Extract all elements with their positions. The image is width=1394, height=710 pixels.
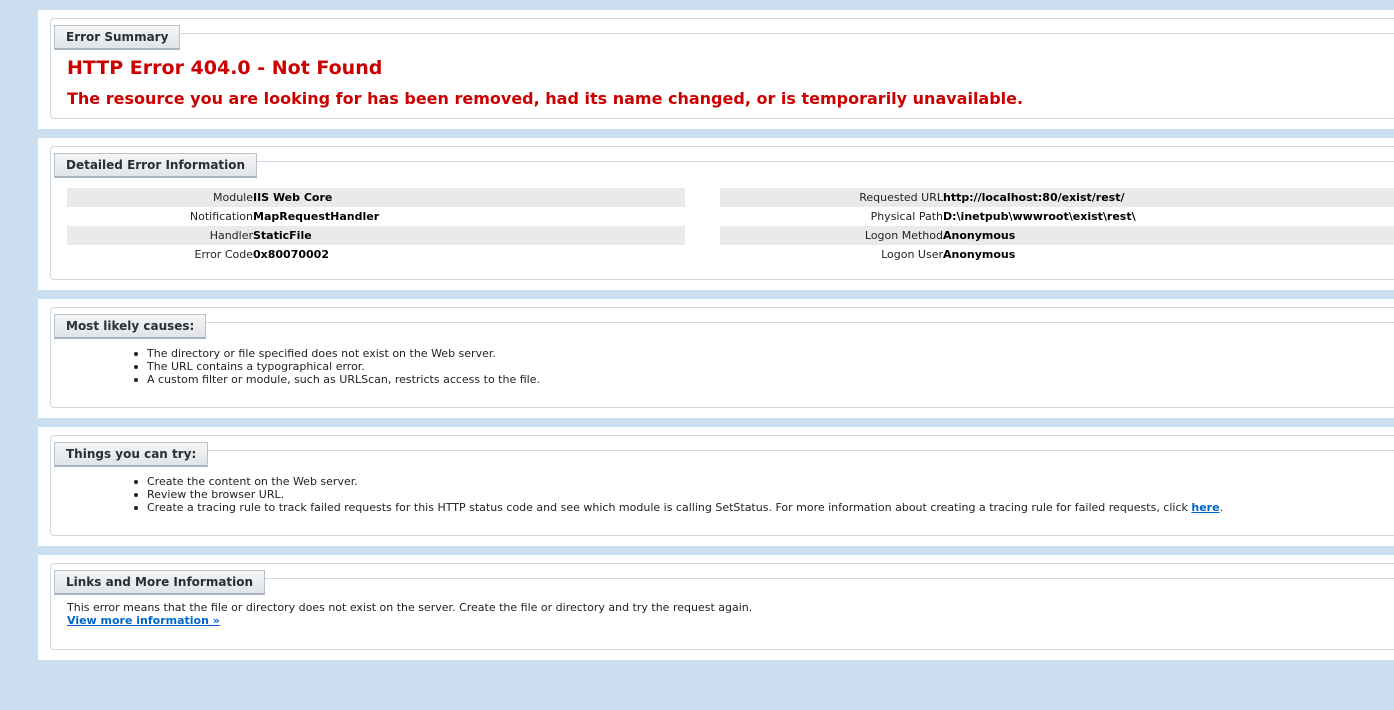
detail-value: StaticFile <box>253 229 312 242</box>
detail-value: 0x80070002 <box>253 248 329 261</box>
detail-label: Handler <box>209 229 253 242</box>
try-text: Create the content on the Web server. <box>147 475 358 488</box>
cause-text: A custom filter or module, such as URLScan, restricts access to the file. <box>147 373 540 386</box>
list-item <box>147 501 1223 514</box>
more-info-text: This error means that the file or directory does not exist on the server. Create the file or directory and try the request again. <box>67 601 753 614</box>
tab-rule <box>262 578 1394 579</box>
more-info-link-row <box>67 614 220 627</box>
list-item <box>147 373 540 386</box>
try-text-suffix: . <box>1219 501 1224 514</box>
detail-row-module <box>67 188 685 207</box>
detail-value: MapRequestHandler <box>253 210 380 223</box>
detail-row-logon-method <box>720 226 1394 245</box>
detail-value: D:\inetpub\wwwroot\exist\rest\ <box>943 210 1136 223</box>
try-panel <box>38 427 1394 546</box>
causes-heading: Most likely causes: <box>54 314 206 339</box>
list-item <box>147 360 540 373</box>
detail-value: Anonymous <box>943 248 1016 261</box>
error-summary-panel <box>38 10 1394 129</box>
top-strip <box>0 0 1394 10</box>
bullet-icon <box>134 365 138 369</box>
detail-label: Error Code <box>194 248 253 261</box>
detail-label: Module <box>213 191 253 204</box>
detail-label: Physical Path <box>870 210 943 223</box>
detail-value: http://localhost:80/exist/rest/ <box>943 191 1125 204</box>
detail-row-error-code <box>67 245 685 264</box>
error-summary-heading: Error Summary <box>54 25 180 50</box>
here-link[interactable]: here <box>1191 501 1220 514</box>
error-description: The resource you are looking for has been removed, had its name changed, or is temporarily unavailable. <box>67 89 1024 108</box>
detail-row-handler <box>67 226 685 245</box>
detail-label: Logon Method <box>864 229 943 242</box>
tab-rule <box>207 450 1394 451</box>
list-item <box>147 347 540 360</box>
detail-value: IIS Web Core <box>253 191 333 204</box>
detail-row-physical-path <box>720 207 1394 226</box>
detailed-error-heading: Detailed Error Information <box>54 153 257 178</box>
view-more-information-link[interactable]: View more information » <box>67 614 220 627</box>
bullet-icon <box>134 352 138 356</box>
detail-row-requested-url <box>720 188 1394 207</box>
bullet-icon <box>134 493 138 497</box>
list-item <box>147 488 1223 501</box>
detail-label: Requested URL <box>859 191 943 204</box>
detail-label: Notification <box>189 210 253 223</box>
tab-rule <box>181 33 1394 34</box>
bullet-icon <box>134 480 138 484</box>
try-heading: Things you can try: <box>54 442 208 467</box>
causes-panel <box>38 299 1394 418</box>
tab-rule <box>204 322 1394 323</box>
error-title: HTTP Error 404.0 - Not Found <box>67 57 383 79</box>
tab-rule <box>256 161 1394 162</box>
bullet-icon <box>134 378 138 382</box>
bullet-icon <box>134 506 138 510</box>
links-heading: Links and More Information <box>54 570 265 595</box>
detail-value: Anonymous <box>943 229 1016 242</box>
causes-list <box>147 347 540 386</box>
try-list <box>147 475 1223 514</box>
detailed-error-panel <box>38 138 1394 290</box>
try-text: Review the browser URL. <box>147 488 285 501</box>
links-panel <box>38 555 1394 660</box>
detail-row-logon-user <box>720 245 1394 264</box>
cause-text: The URL contains a typographical error. <box>147 360 365 373</box>
detail-row-notification <box>67 207 685 226</box>
cause-text: The directory or file specified does not exist on the Web server. <box>147 347 496 360</box>
detail-label: Logon User <box>881 248 943 261</box>
try-text: Create a tracing rule to track failed requests for this HTTP status code and see which module is calling SetStatus. For more information about creating a tracing rule for failed requests, click <box>147 501 1192 514</box>
list-item <box>147 475 1223 488</box>
